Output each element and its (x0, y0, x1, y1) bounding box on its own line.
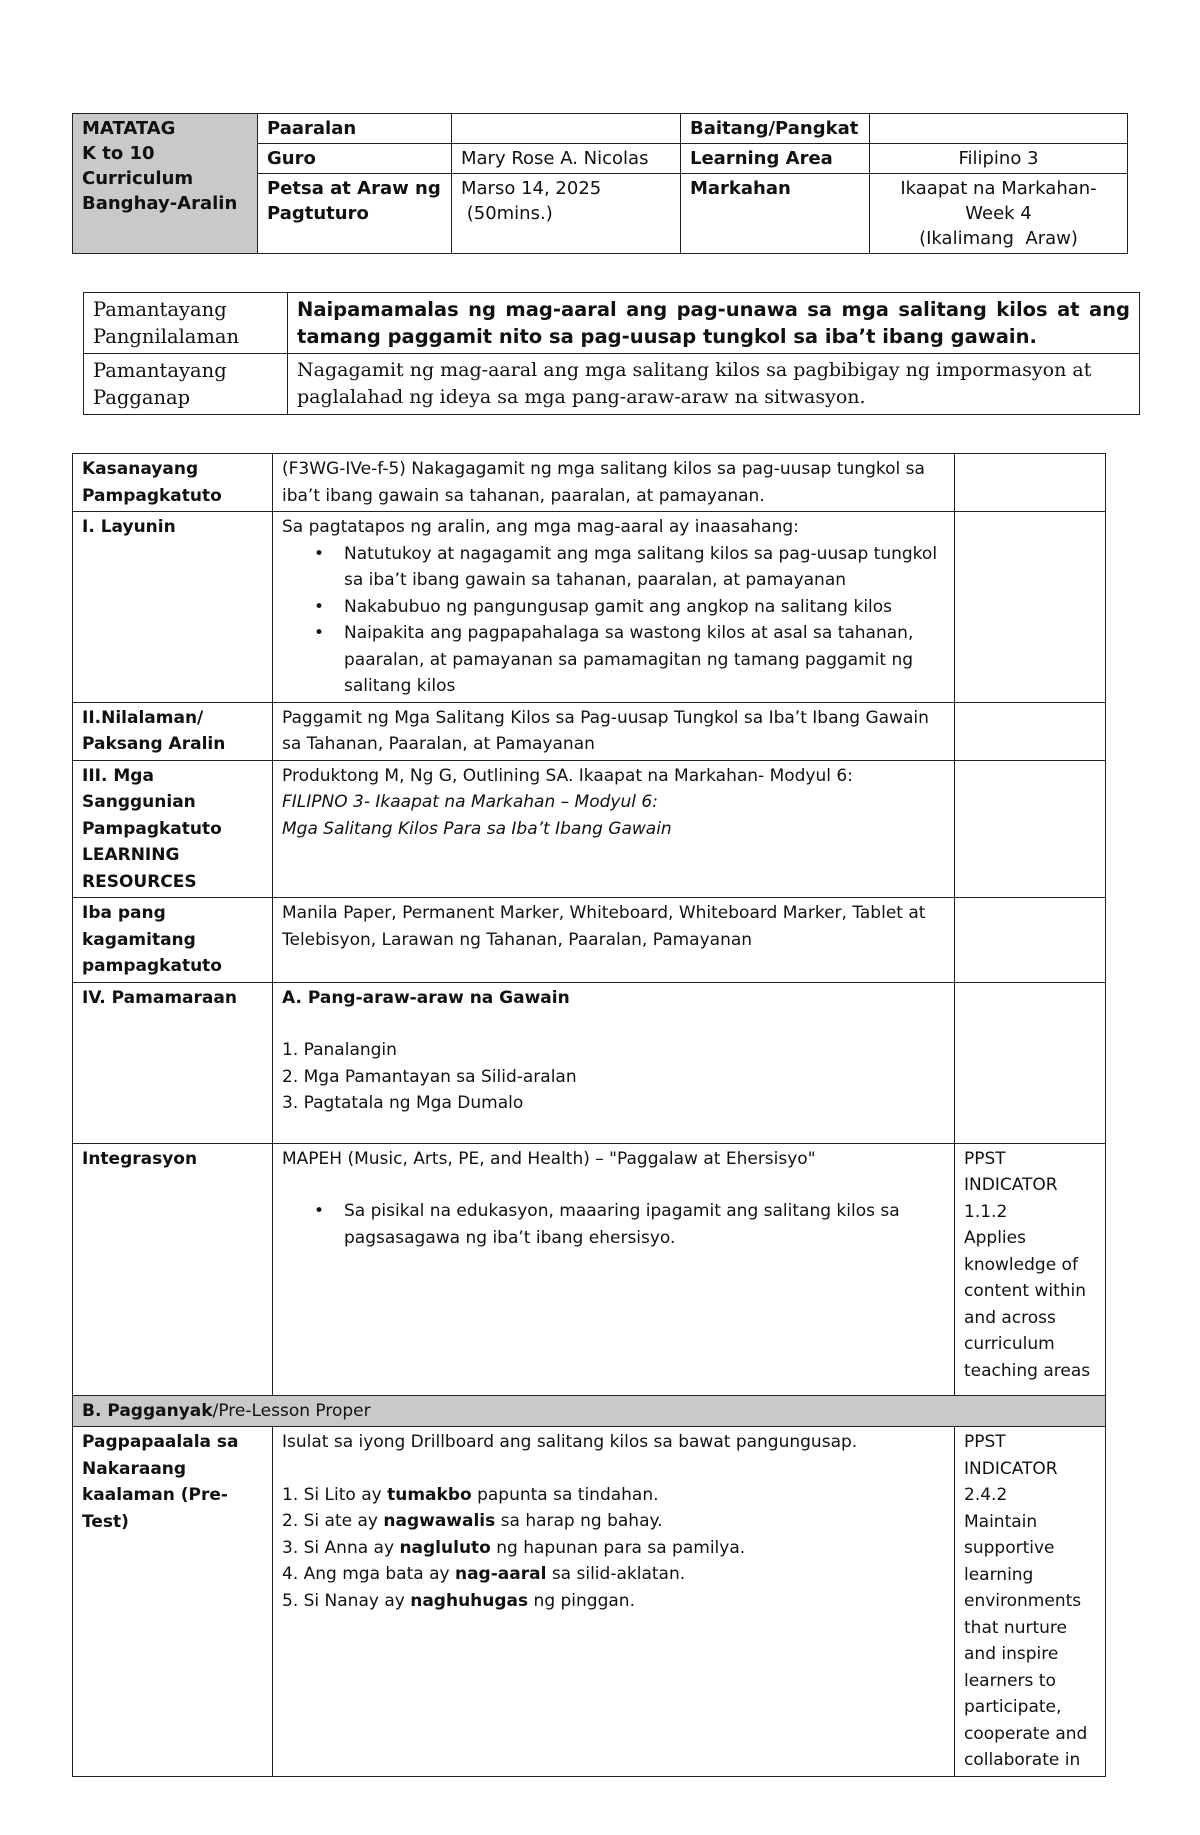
ppst-line: participate, (964, 1697, 1062, 1717)
content-standard-text: Naipamamalas ng mag-aaral ang pag-unawa sa mga salitang kilos at ang tamang paggamit nito sa pag-uusap tungkol sa iba’t ibang gawain. (288, 293, 1140, 354)
nilalaman-label (73, 702, 273, 760)
sanggunian-label-line-1: III. Mga Sanggunian (82, 765, 196, 812)
markahan-line-1: Ikaapat na Markahan- (900, 178, 1097, 199)
pretest-item (282, 1482, 945, 1509)
ppst-line: INDICATOR (964, 1458, 1058, 1479)
pamamaraan-heading: A. Pang-araw-araw na Gawain (282, 987, 570, 1008)
pretest-instruction: Isulat sa iyong Drillboard ang salitang kilos sa bawat pangungusap. (282, 1432, 858, 1452)
markahan-line-2: Week 4 (965, 203, 1032, 224)
title-line-2: K to 10 Curriculum (82, 143, 194, 189)
section-b-subtitle: /Pre-Lesson Proper (212, 1400, 371, 1421)
spacer (282, 1011, 945, 1037)
kagamitan-label-line-1: Iba pang kagamitang (82, 903, 196, 950)
pretest-verb: nag-aaral (454, 1564, 547, 1584)
kagamitan-label (73, 898, 273, 983)
pretest-label-line-1: Pagpapaalala sa (82, 1432, 239, 1452)
pretest-label (73, 1427, 273, 1777)
pamamaraan-item-2: 2. Mga Pamantayan sa Silid-aralan (282, 1066, 577, 1087)
baitang-label: Baitang/Pangkat (681, 114, 870, 144)
ppst-line: Applies (964, 1228, 1026, 1248)
sanggunian-label (73, 760, 273, 898)
sanggunian-ppst-cell (955, 760, 1106, 898)
pretest-item (282, 1588, 945, 1615)
layunin-intro: Sa pagtatapos ng aralin, ang mga mag-aaral ay inaasahang: (282, 517, 799, 537)
pretest-item-text: 4. Ang mga bata ay (282, 1564, 455, 1584)
ppst-line: knowledge of (964, 1254, 1078, 1275)
petsa-date: Marso 14, 2025 (461, 178, 602, 199)
sanggunian-line-3: Mga Salitang Kilos Para sa Iba’t Ibang Gawain (282, 818, 672, 839)
ppst-line: learning (964, 1564, 1034, 1585)
petsa-label (258, 174, 452, 254)
pretest-item (282, 1561, 945, 1588)
petsa-label-line-1: Petsa at Araw ng (267, 178, 441, 199)
petsa-value (452, 174, 681, 254)
integrasyon-cell (273, 1143, 955, 1395)
ppst-line: PPST (964, 1432, 1006, 1452)
kagamitan-label-line-2: pampagkatuto (82, 956, 222, 976)
header-table (72, 113, 1128, 254)
kasanayan-label (73, 454, 273, 512)
pretest-item-text: 5. Si Nanay ay (282, 1590, 411, 1611)
pretest-item-text: sa harap ng bahay. (495, 1511, 663, 1531)
list-item: • Natutukoy at nagagamit ang mga salitang kilos sa pag-uusap tungkol sa iba’t ibang gawain sa tahanan, paaralan, at pamayanan (344, 541, 945, 594)
pretest-item-text: 2. Si ate ay (282, 1511, 384, 1531)
ppst-line: content within (964, 1281, 1087, 1301)
pretest-item-text: ng hapunan para sa pamilya. (490, 1537, 746, 1558)
pamamaraan-label: IV. Pamamaraan (73, 982, 273, 1143)
title-line-1: MATATAG (82, 118, 176, 139)
pretest-item-text: sa silid-aklatan. (546, 1564, 686, 1584)
integrasyon-ppst (955, 1143, 1106, 1395)
sanggunian-label-line-3: LEARNING (82, 845, 180, 865)
section-b-title: B. Pagganyak (82, 1400, 213, 1421)
pretest-cell (273, 1427, 955, 1777)
guro-value: Mary Rose A. Nicolas (452, 144, 681, 174)
lesson-plan-table (72, 453, 1106, 1777)
sanggunian-label-line-2: Pampagkatuto (82, 818, 222, 839)
paaralan-value (452, 114, 681, 144)
ppst-line: that nurture (964, 1617, 1067, 1638)
markahan-line-3: (Ikalimang Araw) (919, 228, 1078, 249)
ppst-line: and inspire (964, 1644, 1059, 1664)
list-item: • Sa pisikal na edukasyon, maaaring ipagamit ang salitang kilos sa pagsasagawa ng iba’t ibang ehersisyo. (344, 1198, 945, 1251)
ppst-line: PPST (964, 1148, 1006, 1169)
content-standard-label-line-1: Pamantayang (93, 298, 227, 321)
list-item: • Naipakita ang pagpapahalaga sa wastong kilos at asal sa tahanan, paaralan, at pamayanan sa pamamagitan ng tamang paggamit ng salitang kilos (344, 620, 945, 700)
pamamaraan-item-3: 3. Pagtatala ng Mga Dumalo (282, 1093, 524, 1113)
layunin-list (282, 541, 945, 700)
guro-label: Guro (258, 144, 452, 174)
pretest-label-line-2: Nakaraang (82, 1458, 187, 1479)
nilalaman-label-line-2: Paksang Aralin (82, 734, 226, 754)
section-b-header (73, 1395, 1106, 1427)
ppst-line: cooperate and (964, 1723, 1088, 1744)
ppst-line: curriculum (964, 1334, 1055, 1354)
ppst-line: 1.1.2 (964, 1201, 1008, 1222)
pretest-item (282, 1508, 945, 1535)
ppst-line: and across (964, 1307, 1056, 1328)
ppst-line: learners to (964, 1670, 1056, 1691)
markahan-label: Markahan (681, 174, 870, 254)
pretest-verb: tumakbo (387, 1484, 472, 1505)
spacer (282, 1456, 945, 1482)
integrasyon-text: MAPEH (Music, Arts, PE, and Health) – "Paggalaw at Ehersisyo" (282, 1148, 816, 1169)
kagamitan-ppst-cell (955, 898, 1106, 983)
pretest-label-line-3: kaalaman (Pre-Test) (82, 1485, 228, 1532)
sanggunian-line-2: FILIPNO 3- Ikaapat na Markahan – Modyul 6: (282, 792, 658, 812)
pamamaraan-ppst-cell (955, 982, 1106, 1143)
markahan-value (870, 174, 1128, 254)
pretest-item-text: 3. Si Anna ay (282, 1537, 400, 1558)
petsa-label-line-2: Pagtuturo (267, 203, 369, 224)
ppst-line: Maintain (964, 1511, 1038, 1532)
petsa-duration: (50mins.) (461, 203, 553, 224)
title-line-3: Banghay-Aralin (82, 193, 238, 214)
kasanayan-label-line-1: Kasanayang (82, 459, 199, 479)
learning-area-value: Filipino 3 (870, 144, 1128, 174)
pretest-item-text: ng pinggan. (528, 1590, 635, 1611)
pretest-item-text: 1. Si Lito ay (282, 1484, 388, 1505)
ppst-line: supportive (964, 1538, 1055, 1558)
performance-standard-label-line-2: Pagganap (93, 386, 191, 409)
performance-standard-label-line-1: Pamantayang (93, 359, 227, 382)
performance-standard-label (84, 354, 288, 415)
list-item: • Nakabubuo ng pangungusap gamit ang angkop na salitang kilos (344, 594, 945, 621)
pamamaraan-cell (273, 982, 955, 1143)
standards-table (83, 292, 1140, 415)
learning-area-label: Learning Area (681, 144, 870, 174)
kasanayan-ppst-cell (955, 454, 1106, 512)
content-standard-label (84, 293, 288, 354)
pretest-ppst (955, 1427, 1106, 1777)
ppst-line: 2.4.2 (964, 1485, 1008, 1505)
pretest-verb: naghuhugas (410, 1590, 529, 1611)
curriculum-title-cell (73, 114, 258, 254)
kasanayan-label-line-2: Pampagkatuto (82, 485, 222, 506)
baitang-value (870, 114, 1128, 144)
sanggunian-label-line-4: RESOURCES (82, 871, 197, 892)
pretest-verb: nagluluto (399, 1537, 491, 1558)
layunin-ppst-cell (955, 512, 1106, 703)
ppst-line: collaborate in (964, 1750, 1081, 1770)
paaralan-label: Paaralan (258, 114, 452, 144)
nilalaman-text: Paggamit ng Mga Salitang Kilos sa Pag-uusap Tungkol sa Iba’t Ibang Gawain sa Tahanan, Paaralan, at Pamayanan (273, 702, 955, 760)
sanggunian-line-1: Produktong M, Ng G, Outlining SA. Ikaapat na Markahan- Modyul 6: (282, 765, 853, 786)
ppst-line: environments (964, 1591, 1082, 1611)
nilalaman-label-line-1: II.Nilalaman/ (82, 707, 204, 728)
pretest-verb: nagwawalis (383, 1511, 496, 1531)
spacer (282, 1172, 945, 1198)
kagamitan-text: Manila Paper, Permanent Marker, Whiteboard, Whiteboard Marker, Tablet at Telebisyon, Larawan ng Tahanan, Paaralan, Pamayanan (273, 898, 955, 983)
integrasyon-label: Integrasyon (73, 1143, 273, 1395)
sanggunian-cell (273, 760, 955, 898)
ppst-line: teaching areas (964, 1360, 1091, 1381)
layunin-cell (273, 512, 955, 703)
kasanayan-text: (F3WG-IVe-f-5) Nakagagamit ng mga salitang kilos sa pag-uusap tungkol sa iba’t ibang gawain sa tahanan, paaralan, at pamayanan. (273, 454, 955, 512)
nilalaman-ppst-cell (955, 702, 1106, 760)
pamamaraan-item-1: 1. Panalangin (282, 1040, 397, 1060)
integrasyon-list (282, 1198, 945, 1251)
ppst-line: INDICATOR (964, 1175, 1058, 1195)
layunin-label: I. Layunin (73, 512, 273, 703)
pretest-item (282, 1535, 945, 1562)
performance-standard-text: Nagagamit ng mag-aaral ang mga salitang kilos sa pagbibigay ng impormasyon at paglalahad ng ideya sa mga pang-araw-araw na sitwasyon. (288, 354, 1140, 415)
pretest-item-text: papunta sa tindahan. (471, 1484, 659, 1505)
content-standard-label-line-2: Pangnilalaman (93, 325, 240, 348)
